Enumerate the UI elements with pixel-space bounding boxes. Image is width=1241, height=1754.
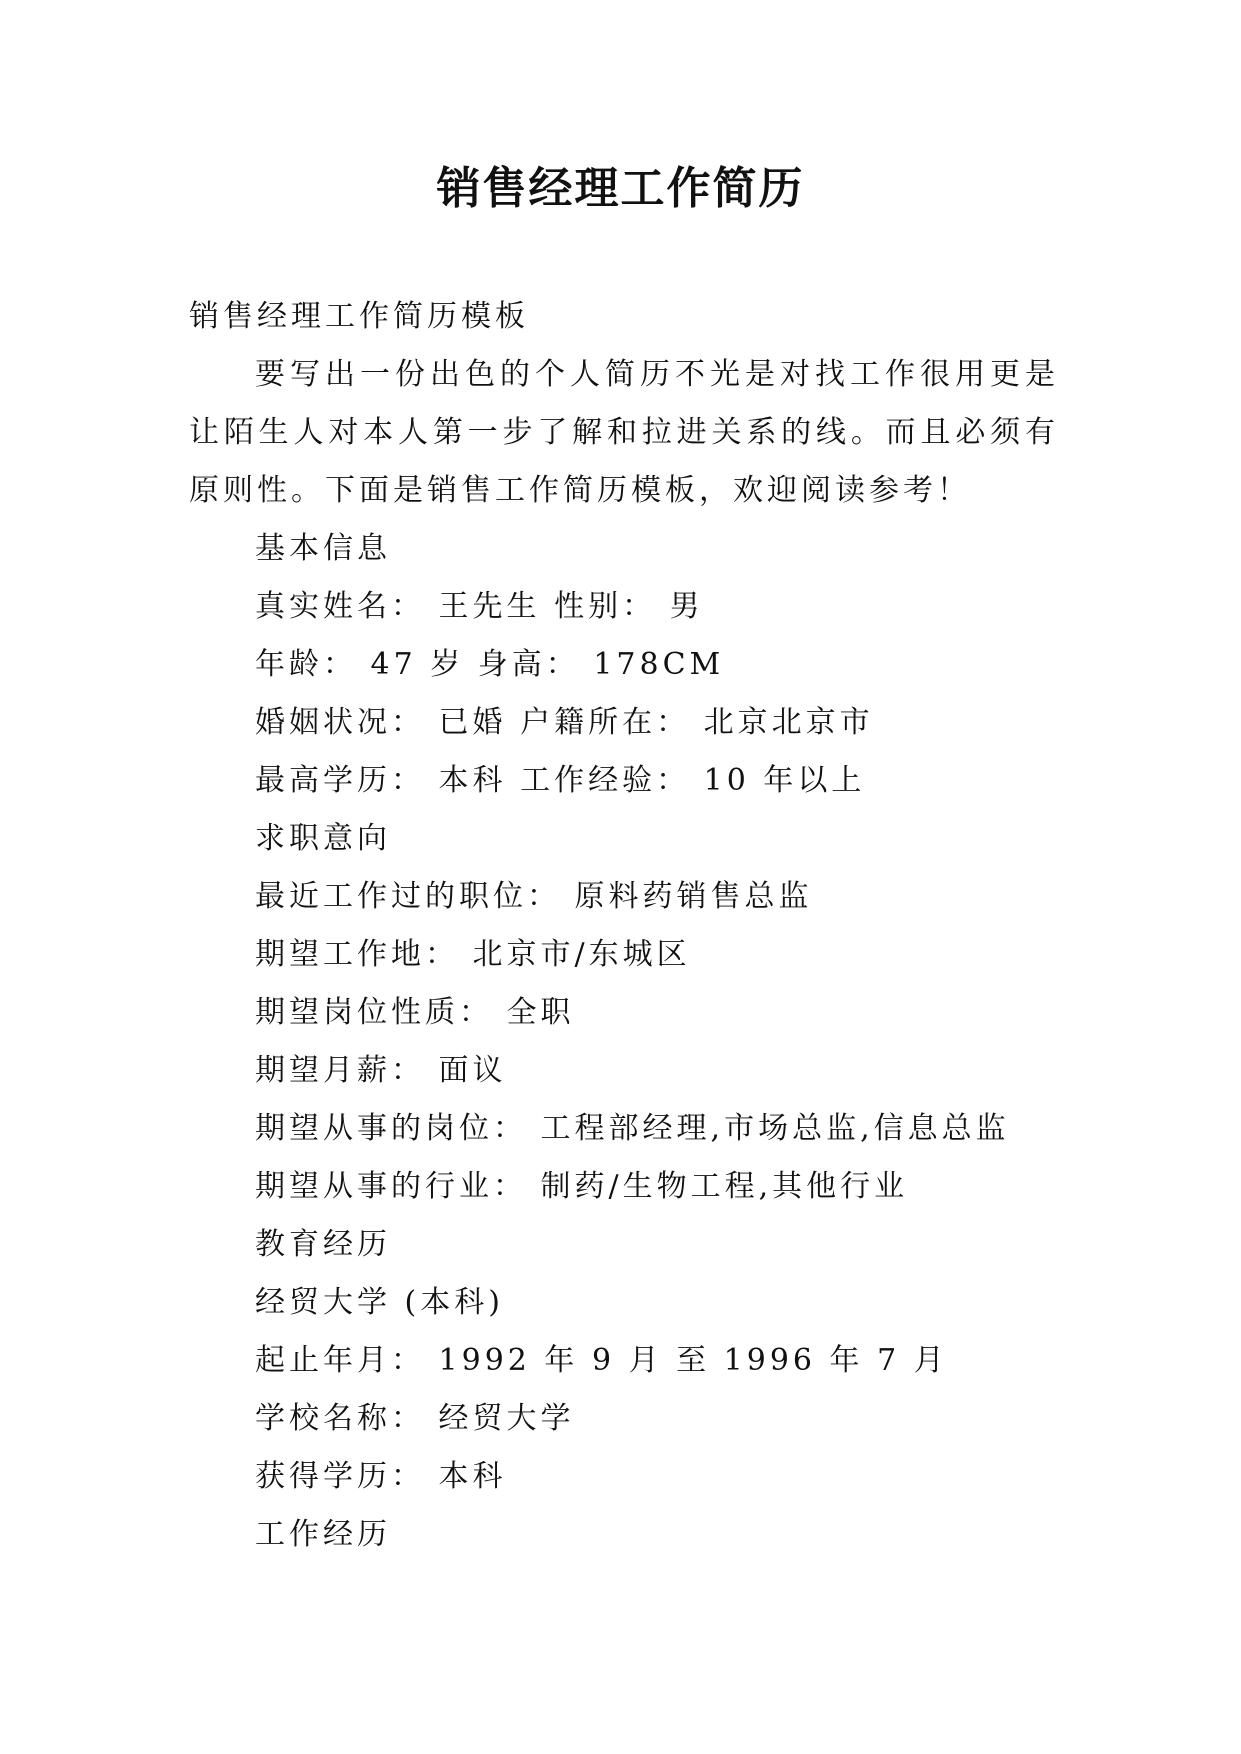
field-desired-salary: 期望月薪： 面议 [255,1053,507,1088]
field-marital-hukou: 婚姻状况： 已婚 户籍所在： 北京北京市 [255,705,874,740]
field-desired-industries: 期望从事的行业： 制药/生物工程,其他行业 [255,1169,909,1204]
field-study-period: 起止年月： 1992 年 9 月 至 1996 年 7 月 [255,1343,948,1378]
field-education-experience: 最高学历： 本科 工作经验： 10 年以上 [255,763,866,798]
section-heading-job-intent: 求职意向 [255,821,391,856]
section-heading-basic-info: 基本信息 [255,531,391,566]
field-desired-positions: 期望从事的岗位： 工程部经理,市场总监,信息总监 [255,1111,1010,1146]
document-body [189,288,1059,1564]
education-school-degree: 经贸大学 (本科) [255,1285,504,1320]
field-recent-position: 最近工作过的职位： 原料药销售总监 [255,879,813,914]
field-school-name: 学校名称： 经贸大学 [255,1401,575,1436]
field-desired-location: 期望工作地： 北京市/东城区 [255,937,691,972]
field-name-gender: 真实姓名： 王先生 性别： 男 [255,589,704,624]
field-degree-obtained: 获得学历： 本科 [255,1459,507,1494]
document-subtitle: 销售经理工作简历模板 [189,299,529,334]
section-heading-work-experience: 工作经历 [255,1517,391,1552]
field-job-type: 期望岗位性质： 全职 [255,995,575,1030]
intro-paragraph: 要写出一份出色的个人简历不光是对找工作很用更是让陌生人对本人第一步了解和拉进关系的线。而且必须有原则性。下面是销售工作简历模板，欢迎阅读参考！ [189,357,1059,508]
field-age-height: 年龄： 47 岁 身高： 178CM [255,647,725,682]
section-heading-education: 教育经历 [255,1227,391,1262]
document-title: 销售经理工作简历 [436,163,805,214]
